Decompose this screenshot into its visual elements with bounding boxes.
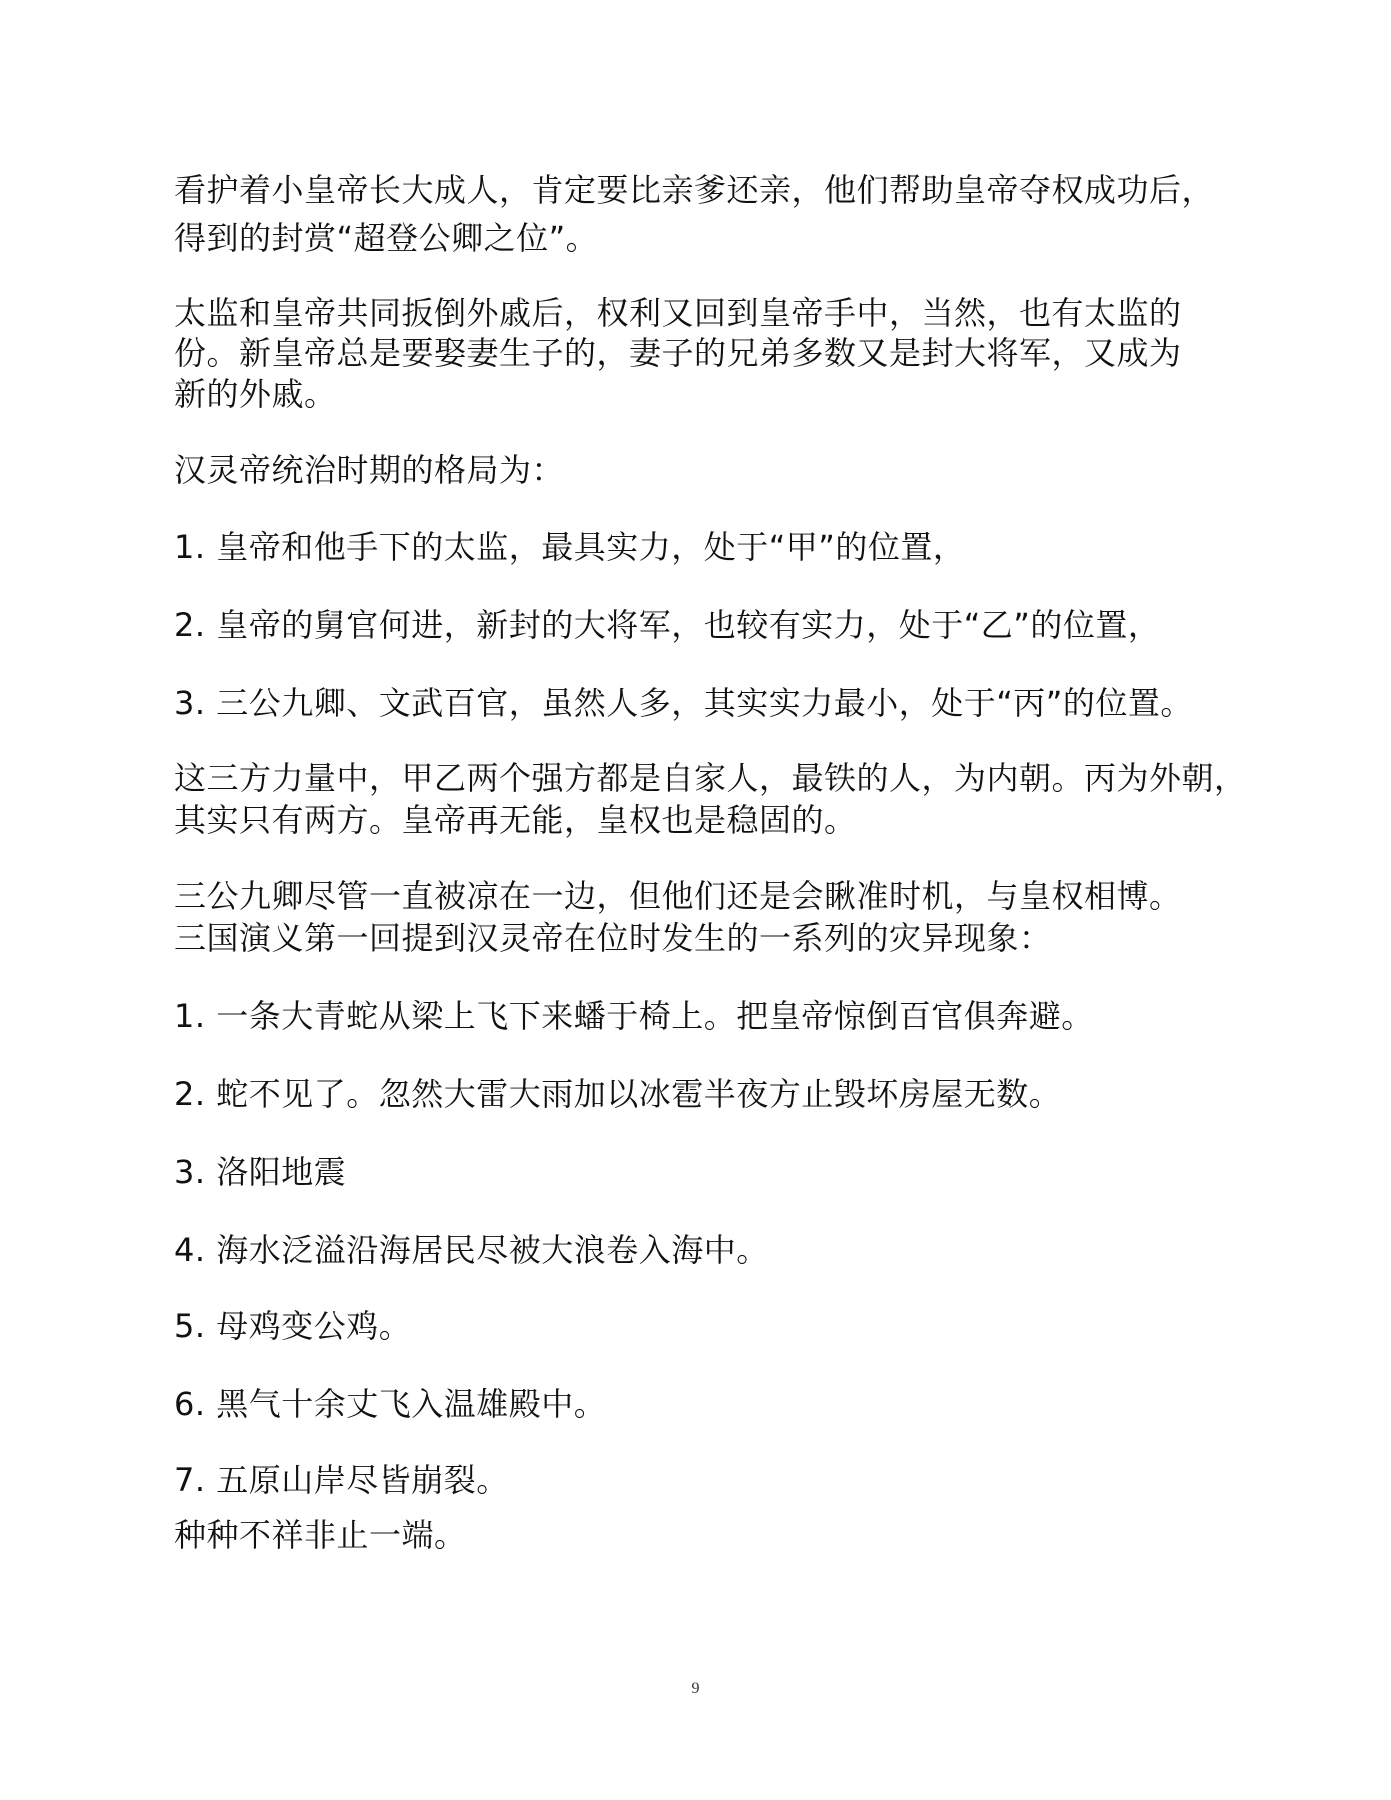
text-line: 太监和皇帝共同扳倒外戚后，权利又回到皇帝手中，当然，也有太监的 [174,294,1182,332]
list-item: 1. 一条大青蛇从梁上飞下来蟠于椅上。把皇帝惊倒百官俱奔避。 [174,997,1094,1035]
text-line: 种种不祥非止一端。 [174,1516,467,1554]
text-line: 新的外戚。 [174,375,337,413]
text-line: 得到的封赏“超登公卿之位”。 [174,219,599,257]
text-line: 份。新皇帝总是要娶妻生子的，妻子的兄弟多数又是封大将军，又成为 [174,334,1182,372]
list-item: 2. 皇帝的舅官何进，新封的大将军，也较有实力，处于“乙”的位置， [174,606,1161,644]
text-line: 看护着小皇帝长大成人，肯定要比亲爹还亲，他们帮助皇帝夺权成功后， [174,171,1215,209]
list-item: 5. 母鸡变公鸡。 [174,1307,412,1345]
text-line: 其实只有两方。皇帝再无能，皇权也是稳固的。 [174,801,857,839]
text-line: 汉灵帝统治时期的格局为： [174,451,565,489]
list-item: 4. 海水泛溢沿海居民尽被大浪卷入海中。 [174,1231,769,1269]
text-line: 三公九卿尽管一直被凉在一边，但他们还是会瞅准时机，与皇权相博。 [174,877,1182,915]
text-line: 这三方力量中，甲乙两个强方都是自家人，最铁的人，为内朝。丙为外朝， [174,759,1247,797]
page-number: 9 [691,1680,700,1697]
text-line: 三国演义第一回提到汉灵帝在位时发生的一系列的灾异现象： [174,919,1052,957]
list-item: 2. 蛇不见了。忽然大雷大雨加以冰雹半夜方止毁坏房屋无数。 [174,1075,1062,1113]
list-item: 7. 五原山岸尽皆崩裂。 [174,1461,509,1499]
list-item: 3. 洛阳地震 [174,1153,347,1191]
list-item: 3. 三公九卿、文武百官，虽然人多，其实实力最小，处于“丙”的位置。 [174,684,1193,722]
list-item: 1. 皇帝和他手下的太监，最具实力，处于“甲”的位置， [174,528,966,566]
list-item: 6. 黑气十余丈飞入温雄殿中。 [174,1385,607,1423]
